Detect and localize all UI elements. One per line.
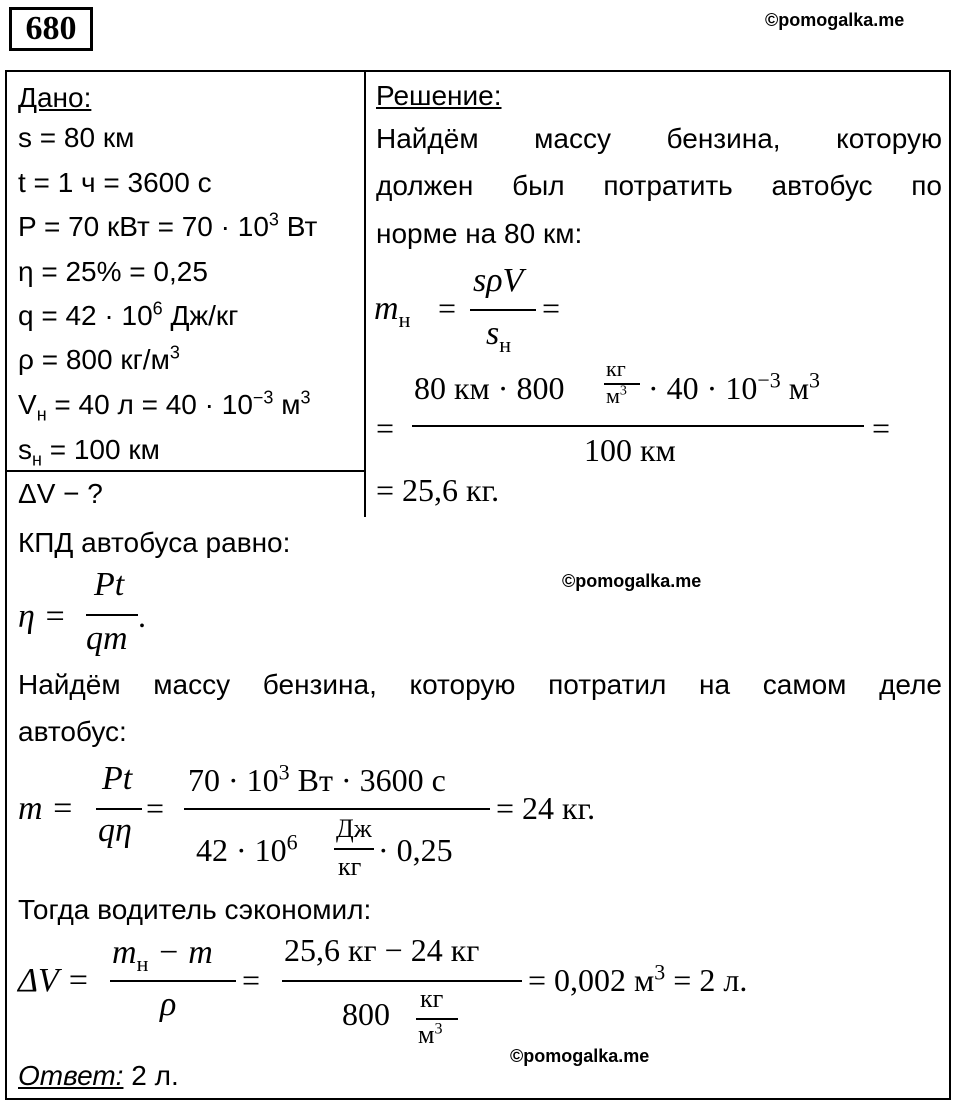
given-norm-distance: $s_н = 100$ км (18, 434, 160, 470)
unit-bar-2 (334, 848, 374, 850)
unit-j-numerator: Дж (336, 814, 372, 843)
mass-lhs: m = (18, 790, 74, 827)
big-fraction1-numerator-part1: 80 км · 800 (414, 370, 565, 406)
given-heat: $q = 42 \cdot 10^6$ Дж/кг (18, 298, 239, 331)
mass-fraction-numerator: Pt (102, 760, 133, 797)
watermark-bottom: ©pomogalka.me (510, 1046, 650, 1066)
dv-big-numerator: 25,6 кг − 24 кг (284, 932, 480, 968)
fraction1-bar (470, 309, 536, 311)
eta-numerator: Pt (94, 566, 125, 603)
eta-period: . (138, 598, 146, 634)
mass-big-denominator-tail: · 0,25 (378, 832, 453, 868)
big-fraction1-bar (412, 425, 864, 427)
find-mass-line-2: автобус: (18, 716, 127, 747)
saved-statement: Тогда водитель сэкономил: (18, 894, 372, 925)
dv-numerator: $m_н - m$ (112, 934, 213, 976)
norm-mass-result: = 25,6 кг. (376, 472, 500, 508)
fraction1-numerator: sρV (473, 262, 524, 299)
mass-equals: = (146, 790, 165, 826)
big-fraction1-denominator: 100 км (584, 432, 676, 468)
mass-big-denominator: $42 \cdot 10^6$ (196, 829, 298, 868)
dv-lhs: ΔV = (18, 962, 90, 999)
equals-3: = (376, 410, 395, 446)
answer-line: Ответ: 2 л. (18, 1060, 179, 1091)
given-power: P = 70 кВт = $70 \cdot 10^3$ Вт (18, 209, 318, 242)
efficiency-statement: КПД автобуса равно: (18, 527, 291, 558)
mass-big-bar (184, 808, 490, 810)
unit-kg-numerator-2: кг (420, 984, 444, 1013)
solution-intro-2: должен был потратить автобус по (376, 170, 942, 201)
mass-fraction-denominator: qη (98, 812, 132, 849)
solution-intro-1: Найдём массу бензина, которую (376, 123, 942, 154)
task-number: 680 (9, 7, 93, 51)
norm-mass-symbol: $m_н$ (374, 290, 411, 332)
divider-horizontal (5, 470, 366, 472)
big-fraction1-numerator-part2: · $40 \cdot 10^{-3}$ $м^3$ (648, 367, 820, 406)
mass-result: = 24 кг. (496, 790, 596, 826)
equals-2: = (542, 290, 561, 326)
unit-kg-denominator: кг (338, 852, 362, 881)
given-efficiency: η = 25% = 0,25 (18, 256, 208, 287)
dv-big-denominator: 800 (342, 996, 390, 1032)
mass-fraction-bar (96, 808, 142, 810)
find-quantity: ΔV − ? (18, 478, 103, 509)
unit-kg-numerator: кг (606, 356, 626, 381)
dv-result: = 0,002 $м^3 = 2$ л. (528, 959, 748, 998)
unit-m3-denominator-2: $м^3$ (418, 1020, 443, 1049)
given-distance: s = 80 км (18, 122, 135, 153)
given-time: t = 1 ч = 3600 с (18, 167, 212, 198)
solution-intro-3: норме на 80 км: (376, 218, 583, 249)
equals-4: = (872, 410, 891, 446)
watermark-top: ©pomogalka.me (765, 10, 905, 30)
watermark-middle: ©pomogalka.me (562, 571, 702, 591)
find-mass-line-1: Найдём массу бензина, которую потратил на самом деле (18, 669, 942, 700)
dv-denominator: ρ (160, 986, 177, 1023)
given-density: ρ = 800 $кг/м^3$ (18, 342, 180, 375)
given-heading: Дано: (18, 82, 92, 113)
unit-m3-denominator: $м^3$ (606, 383, 627, 408)
given-volume: $V_н = 40$ $л = 40 \cdot 10^{-3}$ $м^3$ (18, 387, 311, 425)
solution-heading: Решение: (376, 80, 502, 111)
eta-lhs: η = (18, 598, 67, 635)
dv-equals: = (242, 962, 261, 998)
mass-big-numerator: $70 \cdot 10^3$ Вт · 3600 с (188, 759, 446, 798)
eta-bar (86, 614, 138, 616)
divider-vertical (364, 70, 366, 517)
eta-denominator: qm (86, 620, 128, 657)
dv-bar (110, 980, 236, 982)
equals-1: = (438, 290, 457, 326)
fraction1-denominator: $s_н$ (486, 315, 512, 357)
dv-big-bar (282, 980, 522, 982)
